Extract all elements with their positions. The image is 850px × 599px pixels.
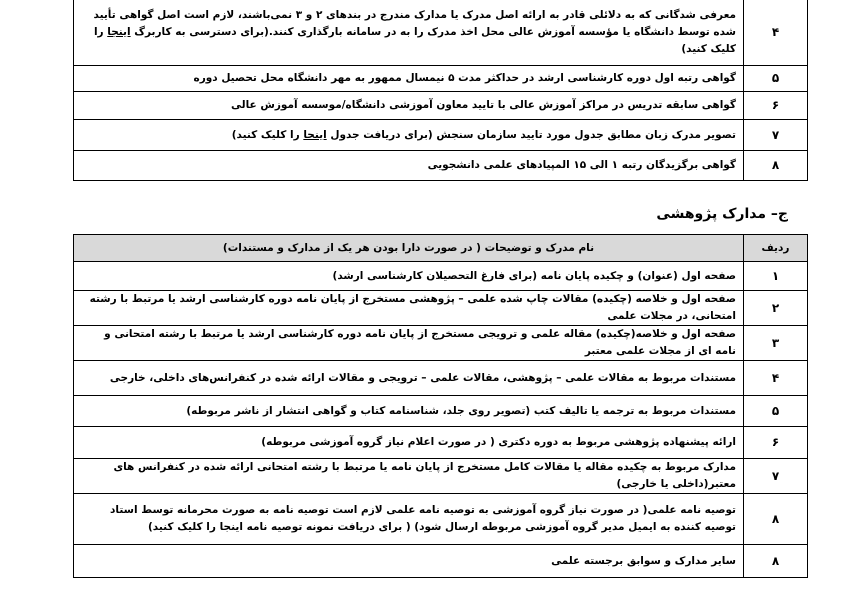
row-text-after: را کلیک کنید)	[231, 128, 300, 141]
row-description: صفحه اول و خلاصه (چکیده) مقالات چاپ شده علمی – پژوهشی مستخرج از پایان نامه دوره کارشناسی ارشد یا مرتبط با رشته امتحانی، در مجلات علمی	[74, 291, 744, 326]
table-row	[74, 120, 808, 151]
row-number: ۱	[744, 262, 808, 291]
row-description: صفحه اول (عنوان) و چکیده پایان نامه (برای فارغ التحصیلان کارشناسی ارشد)	[74, 262, 744, 291]
row-text: تصویر مدرک زبان مطابق جدول مورد تایید سازمان سنجش (برای دریافت جدول	[330, 128, 736, 141]
section-heading: ج– مدارک پژوهشی	[656, 206, 788, 222]
row-number: ۸	[744, 151, 808, 181]
row-description: ارائه پیشنهاده پژوهشی مربوط به دوره دکتری ( در صورت اعلام نیاز گروه آموزشی مربوطه)	[74, 427, 744, 459]
row-description: سایر مدارک و سوابق برجسته علمی	[74, 545, 744, 578]
column-header-number: ردیف	[744, 235, 808, 262]
table-row	[74, 291, 808, 326]
row-number: ۳	[744, 326, 808, 361]
row-number: ۶	[744, 92, 808, 120]
table-row	[74, 0, 808, 66]
table-header-row	[74, 235, 808, 262]
table-row	[74, 427, 808, 459]
row-description: مدارک مربوط به چکیده مقاله یا مقالات کامل مستخرج از پایان نامه یا مرتبط با رشته امتحانی ارائه شده در کنفرانس های معتبر(داخلی یا خارجی)	[74, 459, 744, 494]
row-description: توصیه نامه علمی( در صورت نیاز گروه آموزشی به توصیه نامه علمی لازم است توصیه نامه به صورت محرمانه توسط استاد توصیه کننده به ایمیل مدیر گروه آموزشی مربوطه ارسال شود) ( برای دریافت نمونه توصیه نامه اینجا را کلیک کنید)	[74, 494, 744, 545]
table-row	[74, 396, 808, 427]
here-link[interactable]: اینجا	[303, 128, 327, 141]
table-row	[74, 92, 808, 120]
row-number: ۸	[744, 545, 808, 578]
here-link[interactable]: اینجا	[107, 26, 131, 38]
table-row	[74, 66, 808, 92]
row-number: ۲	[744, 291, 808, 326]
row-description: گواهی سابقه تدریس در مراکز آموزش عالی با تایید معاون آموزشی دانشگاه/موسسه آموزش عالی	[74, 92, 744, 120]
row-text: معرفی شدگانی که به دلائلی قادر به ارائه اصل مدرک یا مدارک مندرج در بندهای ۲ و ۳ نمی‌باشند، لازم است اصل گواهی تأیید شده توسط دانشگاه یا مؤسسه آموزش عالی محل اخذ مدرک را به در سامانه بارگذاری کنند.(برای دسترسی به کاربرگ	[93, 9, 736, 38]
row-number: ۴	[744, 0, 808, 66]
row-description: مستندات مربوط به مقالات علمی – پژوهشی، مقالات علمی – ترویجی و مقالات ارائه شده در کنفرانس‌های داخلی، خارجی	[74, 361, 744, 396]
table-row	[74, 494, 808, 545]
table-row	[74, 262, 808, 291]
row-description: گواهی برگزیدگان رتبه ۱ الی ۱۵ المپیادهای علمی دانشجویی	[74, 151, 744, 181]
row-number: ۶	[744, 427, 808, 459]
row-text-after: را کلیک کنید)	[93, 26, 736, 55]
row-description: صفحه اول و خلاصه(چکیده) مقاله علمی و ترویجی مستخرج از پایان نامه دوره کارشناسی ارشد یا مرتبط با رشته امتحانی و نامه ای از مجلات علمی معتبر	[74, 326, 744, 361]
table-row	[74, 361, 808, 396]
row-number: ۴	[744, 361, 808, 396]
row-number: ۷	[744, 459, 808, 494]
table-row	[74, 326, 808, 361]
table-row	[74, 151, 808, 181]
table-row	[74, 459, 808, 494]
column-header-description: نام مدرک و توضیحات ( در صورت دارا بودن هر یک از مدارک و مستندات)	[74, 235, 744, 262]
row-description	[74, 120, 744, 151]
row-description	[74, 0, 744, 66]
research-documents-table	[73, 234, 808, 578]
row-number: ۵	[744, 396, 808, 427]
row-description: گواهی رتبه اول دوره کارشناسی ارشد در حداکثر مدت ۵ نیمسال ممهور به مهر دانشگاه محل تحصیل دوره	[74, 66, 744, 92]
row-number: ۵	[744, 66, 808, 92]
documents-table-continued	[73, 0, 808, 181]
table-row	[74, 545, 808, 578]
row-description: مستندات مربوط به ترجمه یا تالیف کتب (تصویر روی جلد، شناسنامه کتاب و گواهی انتشار از ناشر مربوطه)	[74, 396, 744, 427]
row-number: ۸	[744, 494, 808, 545]
row-number: ۷	[744, 120, 808, 151]
